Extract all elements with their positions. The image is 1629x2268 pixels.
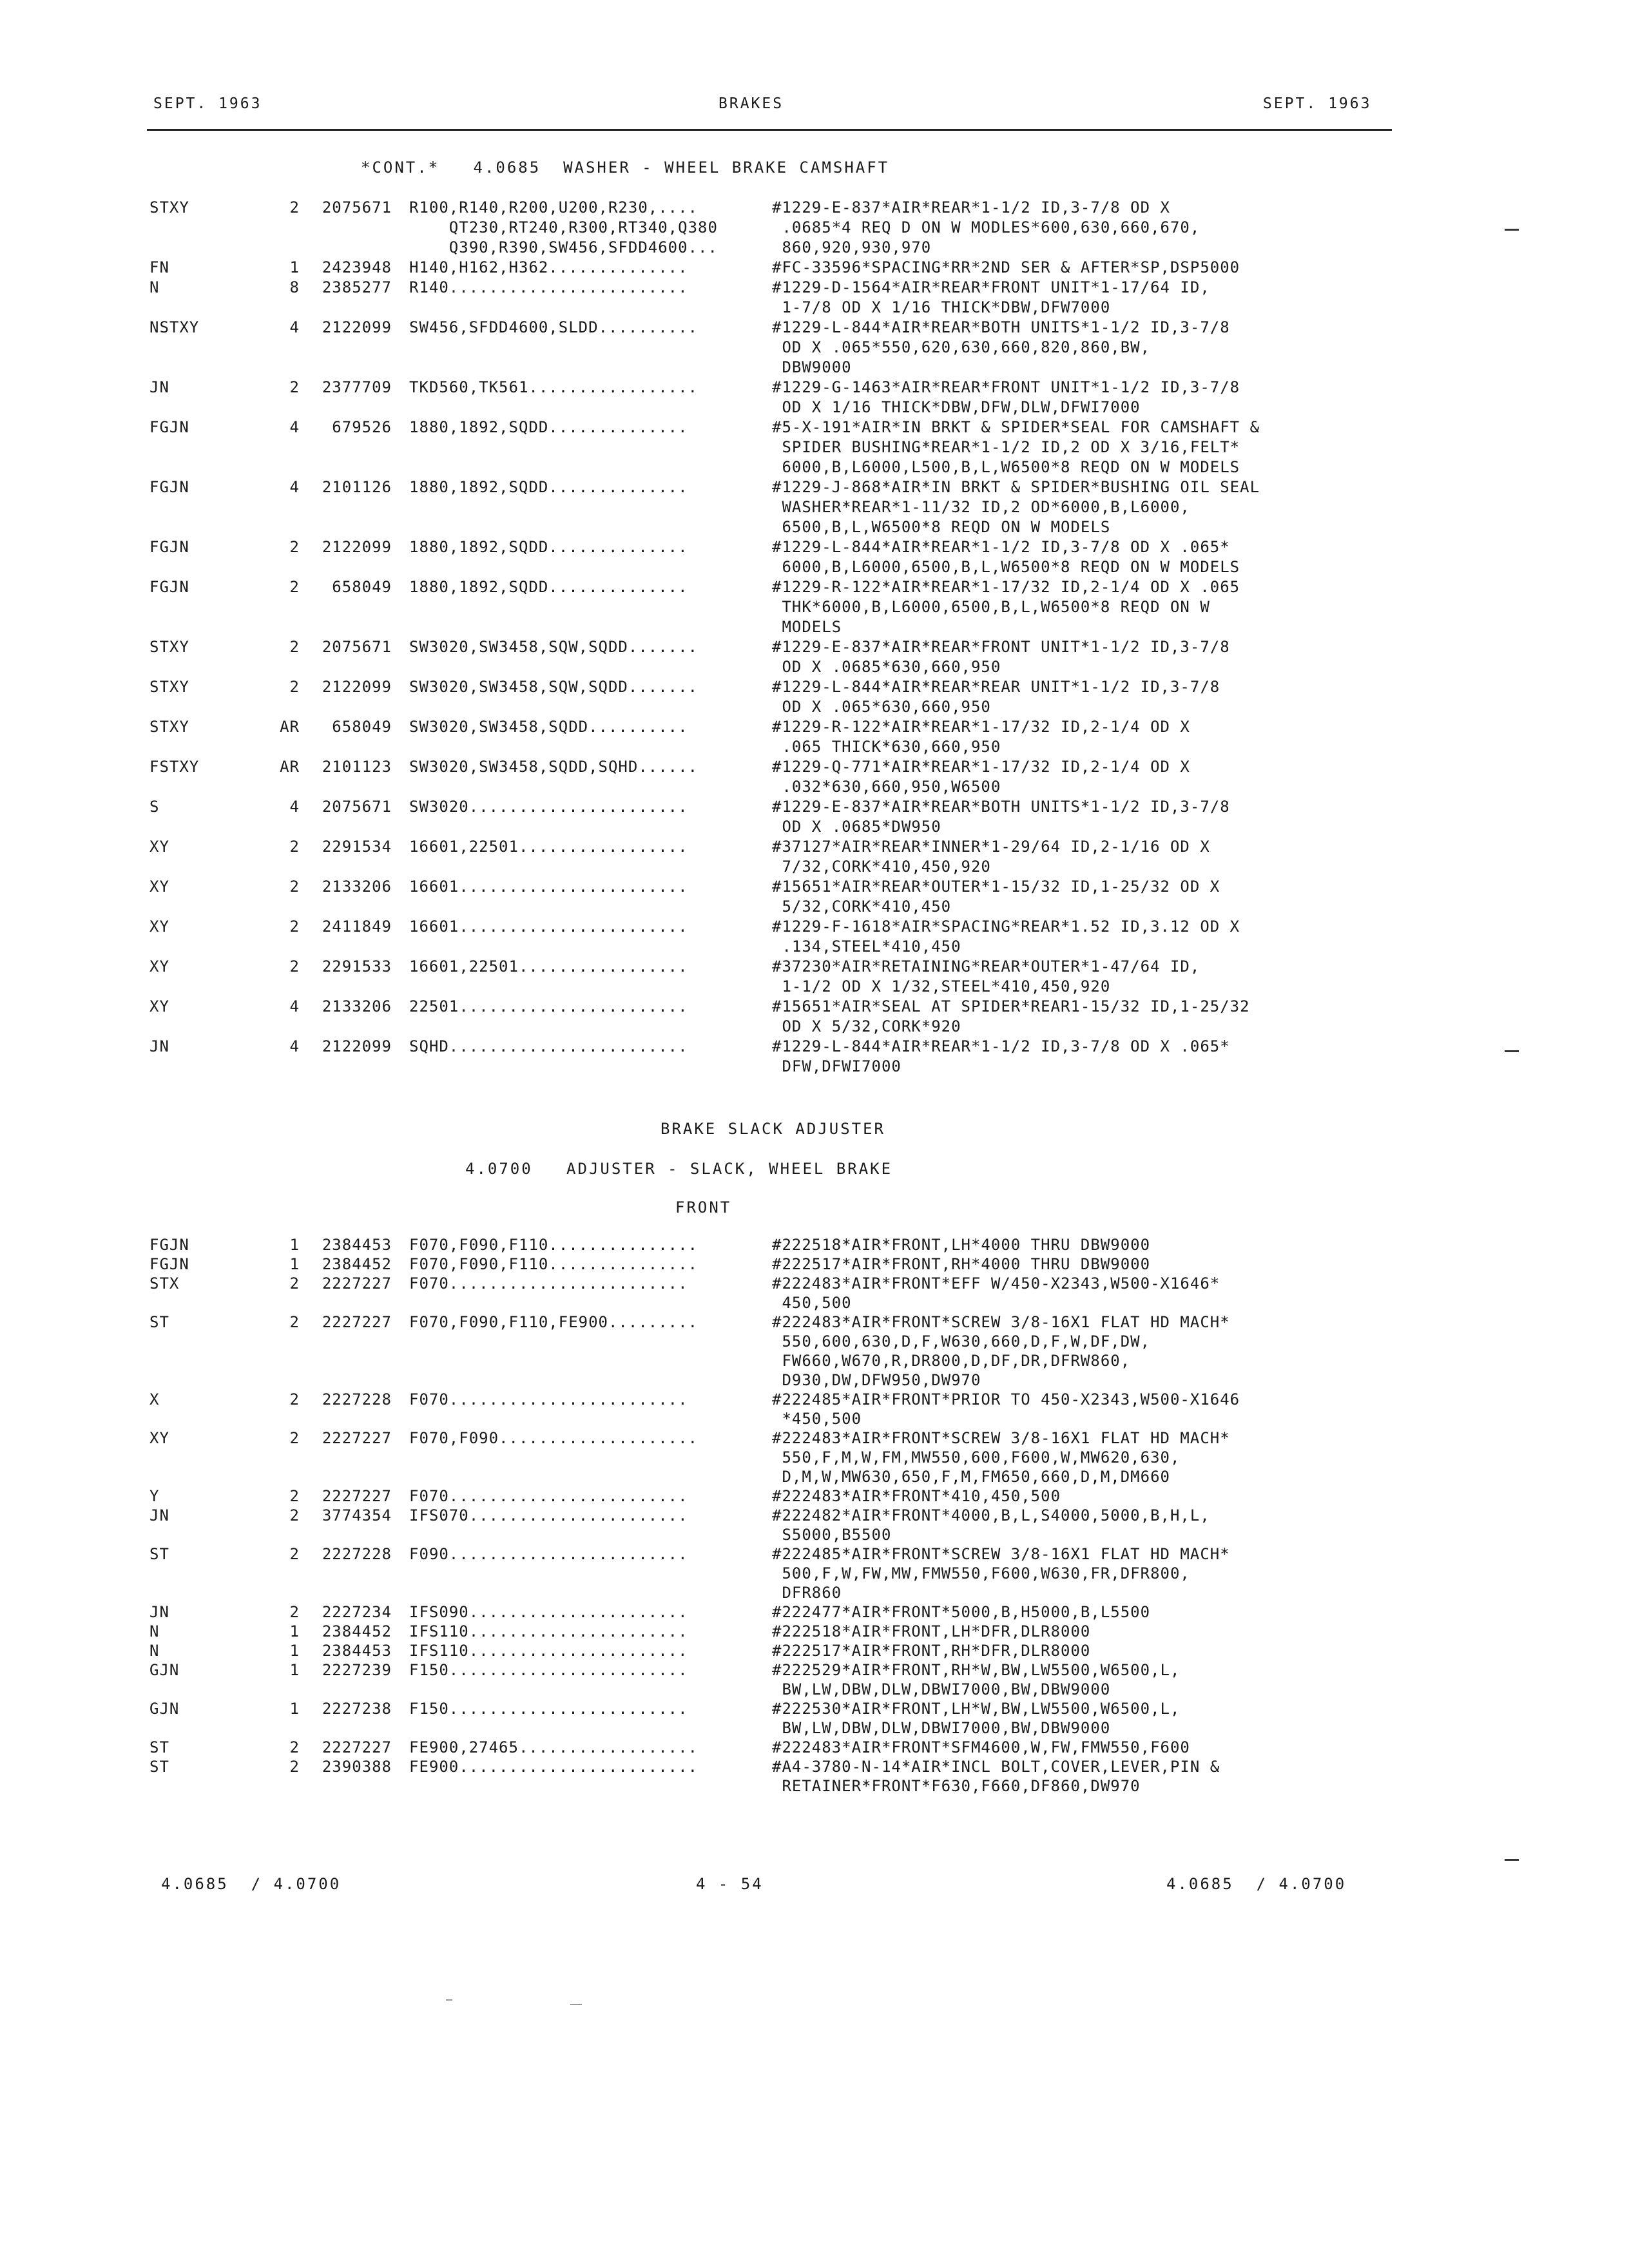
item-code: X <box>149 1390 160 1408</box>
item-description: THK*6000,B,L6000,6500,B,L,W6500*8 REQD ON W <box>772 598 1210 616</box>
item-part-number: 2411849 <box>322 918 392 936</box>
item-description: #222529*AIR*FRONT,RH*W,BW,LW5500,W6500,L, <box>772 1661 1181 1679</box>
item-part-number: 2133206 <box>322 878 392 896</box>
item-quantity: 2 <box>289 1506 300 1524</box>
item-description: #15651*AIR*SEAL AT SPIDER*REAR1-15/32 ID,1-25/32 <box>772 997 1250 1015</box>
section-title-slack-adjuster: BRAKE SLACK ADJUSTER <box>660 1120 885 1138</box>
item-quantity: 1 <box>289 1642 300 1660</box>
item-code: FGJN <box>149 478 189 496</box>
item-quantity: 2 <box>289 1545 300 1563</box>
item-description: #222482*AIR*FRONT*4000,B,L,S4000,5000,B,H,L, <box>772 1506 1210 1524</box>
item-code: Y <box>149 1487 160 1505</box>
item-part-number: 2122099 <box>322 1037 392 1055</box>
item-models: Q390,R390,SW456,SFDD4600... <box>409 238 718 256</box>
item-quantity: 4 <box>289 418 300 436</box>
section-title-front: FRONT <box>675 1198 732 1216</box>
item-models: F070........................ <box>409 1390 688 1408</box>
item-part-number: 2384452 <box>322 1255 392 1273</box>
item-quantity: 2 <box>289 538 300 556</box>
item-code: FGJN <box>149 418 189 436</box>
item-description: 6000,B,L6000,L500,B,L,W6500*8 REQD ON W MODELS <box>772 458 1240 476</box>
item-description: .032*630,660,950,W6500 <box>772 778 1001 796</box>
margin-mark <box>1505 1050 1519 1052</box>
item-part-number: 2075671 <box>322 798 392 816</box>
item-models: H140,H162,H362.............. <box>409 258 688 276</box>
footer-section-left: 4.0685 / 4.0700 <box>161 1875 342 1893</box>
item-part-number: 2227228 <box>322 1545 392 1563</box>
item-quantity: AR <box>280 758 300 776</box>
item-description: RETAINER*FRONT*F630,F660,DF860,DW970 <box>772 1777 1141 1795</box>
item-description: 7/32,CORK*410,450,920 <box>772 858 991 876</box>
item-models: SQHD........................ <box>409 1037 688 1055</box>
item-code: JN <box>149 1603 169 1621</box>
section-title-adjuster: 4.0700 ADJUSTER - SLACK, WHEEL BRAKE <box>465 1160 893 1178</box>
item-quantity: 2 <box>289 638 300 656</box>
header-rule <box>147 129 1392 131</box>
item-models: 16601....................... <box>409 918 688 936</box>
item-description: 450,500 <box>772 1294 852 1312</box>
item-part-number: 2377709 <box>322 378 392 396</box>
item-models: F150........................ <box>409 1700 688 1718</box>
scan-speck <box>570 2004 582 2005</box>
item-part-number: 2227238 <box>322 1700 392 1718</box>
item-description: #1229-L-844*AIR*REAR*BOTH UNITS*1-1/2 ID,3-7/8 <box>772 318 1230 336</box>
item-quantity: 2 <box>289 198 300 216</box>
margin-mark <box>1505 229 1519 231</box>
item-part-number: 3774354 <box>322 1506 392 1524</box>
item-code: FGJN <box>149 1255 189 1273</box>
item-description: #222518*AIR*FRONT,LH*4000 THRU DBW9000 <box>772 1236 1151 1254</box>
footer-page-number: 4 - 54 <box>696 1875 764 1893</box>
item-code: JN <box>149 1037 169 1055</box>
item-models: F070,F090,F110,FE900......... <box>409 1313 699 1331</box>
item-quantity: 1 <box>289 258 300 276</box>
item-part-number: 658049 <box>332 578 392 596</box>
item-quantity: 2 <box>289 1313 300 1331</box>
item-description: OD X .065*550,620,630,660,820,860,BW, <box>772 338 1151 356</box>
item-part-number: 2101123 <box>322 758 392 776</box>
item-quantity: 4 <box>289 997 300 1015</box>
item-quantity: 2 <box>289 378 300 396</box>
item-description: 6500,B,L,W6500*8 REQD ON W MODELS <box>772 518 1111 536</box>
item-part-number: 679526 <box>332 418 392 436</box>
item-quantity: 2 <box>289 1603 300 1621</box>
item-code: N <box>149 278 160 296</box>
item-code: ST <box>149 1313 169 1331</box>
item-part-number: 2385277 <box>322 278 392 296</box>
item-description: #222477*AIR*FRONT*5000,B,H5000,B,L5500 <box>772 1603 1151 1621</box>
item-description: #222517*AIR*FRONT,RH*4000 THRU DBW9000 <box>772 1255 1151 1273</box>
item-part-number: 658049 <box>332 718 392 736</box>
item-models: IFS110...................... <box>409 1622 688 1640</box>
item-models: SW456,SFDD4600,SLDD.......... <box>409 318 699 336</box>
item-code: GJN <box>149 1661 180 1679</box>
item-part-number: 2227227 <box>322 1274 392 1293</box>
item-description: BW,LW,DBW,DLW,DBWI7000,BW,DBW9000 <box>772 1719 1111 1737</box>
item-models: 1880,1892,SQDD.............. <box>409 478 688 496</box>
item-models: F070........................ <box>409 1274 688 1293</box>
item-part-number: 2291534 <box>322 838 392 856</box>
item-quantity: 1 <box>289 1255 300 1273</box>
item-part-number: 2390388 <box>322 1758 392 1776</box>
footer-section-right: 4.0685 / 4.0700 <box>1166 1875 1347 1893</box>
item-code: FSTXY <box>149 758 200 776</box>
item-description: DFW,DFWI7000 <box>772 1057 901 1075</box>
item-models: QT230,RT240,R300,RT340,Q380 <box>409 218 718 236</box>
item-code: NSTXY <box>149 318 200 336</box>
item-quantity: 1 <box>289 1236 300 1254</box>
section-title-washer: *CONT.* 4.0685 WASHER - WHEEL BRAKE CAMSHAFT <box>361 159 890 177</box>
item-models: R100,R140,R200,U200,R230,.... <box>409 198 699 216</box>
item-part-number: 2227227 <box>322 1738 392 1756</box>
item-description: #222483*AIR*FRONT*SCREW 3/8-16X1 FLAT HD MACH* <box>772 1429 1230 1447</box>
item-part-number: 2227227 <box>322 1313 392 1331</box>
item-description: #222517*AIR*FRONT,RH*DFR,DLR8000 <box>772 1642 1091 1660</box>
header-date-right: SEPT. 1963 <box>1263 95 1372 112</box>
item-code: ST <box>149 1758 169 1776</box>
item-code: JN <box>149 1506 169 1524</box>
item-models: F070........................ <box>409 1487 688 1505</box>
item-quantity: 2 <box>289 957 300 975</box>
item-description: .0685*4 REQ D ON W MODLES*600,630,660,670, <box>772 218 1200 236</box>
item-description: 550,F,M,W,FM,MW550,600,F600,W,MW620,630, <box>772 1448 1181 1466</box>
item-description: MODELS <box>772 618 842 636</box>
item-models: FE900,27465.................. <box>409 1738 699 1756</box>
item-quantity: 2 <box>289 1274 300 1293</box>
item-part-number: 2384452 <box>322 1622 392 1640</box>
item-code: XY <box>149 997 169 1015</box>
item-part-number: 2227239 <box>322 1661 392 1679</box>
item-code: N <box>149 1622 160 1640</box>
item-quantity: 1 <box>289 1661 300 1679</box>
item-quantity: 4 <box>289 478 300 496</box>
item-description: #1229-J-868*AIR*IN BRKT & SPIDER*BUSHING OIL SEAL <box>772 478 1260 496</box>
item-models: F090........................ <box>409 1545 688 1563</box>
item-part-number: 2227228 <box>322 1390 392 1408</box>
item-part-number: 2075671 <box>322 638 392 656</box>
item-models: 16601,22501................. <box>409 838 688 856</box>
item-quantity: 4 <box>289 318 300 336</box>
item-part-number: 2227234 <box>322 1603 392 1621</box>
item-description: #FC-33596*SPACING*RR*2ND SER & AFTER*SP,DSP5000 <box>772 258 1240 276</box>
item-part-number: 2101126 <box>322 478 392 496</box>
item-description: #222518*AIR*FRONT,LH*DFR,DLR8000 <box>772 1622 1091 1640</box>
item-code: N <box>149 1642 160 1660</box>
item-code: STX <box>149 1274 180 1293</box>
item-description: D930,DW,DFW950,DW970 <box>772 1371 981 1389</box>
item-quantity: 4 <box>289 1037 300 1055</box>
item-models: 1880,1892,SQDD.............. <box>409 538 688 556</box>
item-models: IFS070...................... <box>409 1506 688 1524</box>
item-description: OD X 5/32,CORK*920 <box>772 1017 961 1035</box>
item-description: 1-7/8 OD X 1/16 THICK*DBW,DFW7000 <box>772 298 1111 316</box>
item-code: XY <box>149 957 169 975</box>
item-quantity: 2 <box>289 1487 300 1505</box>
item-description: #1229-R-122*AIR*REAR*1-17/32 ID,2-1/4 OD X .065 <box>772 578 1240 596</box>
item-description: #222530*AIR*FRONT,LH*W,BW,LW5500,W6500,L, <box>772 1700 1181 1718</box>
item-quantity: 2 <box>289 1758 300 1776</box>
item-description: 500,F,W,FW,MW,FMW550,F600,W630,FR,DFR800, <box>772 1564 1190 1582</box>
item-description: D,M,W,MW630,650,F,M,FM650,660,D,M,DM660 <box>772 1468 1170 1486</box>
item-code: XY <box>149 878 169 896</box>
item-part-number: 2384453 <box>322 1642 392 1660</box>
item-description: #222483*AIR*FRONT*EFF W/450-X2343,W500-X1646* <box>772 1274 1220 1293</box>
item-part-number: 2227227 <box>322 1487 392 1505</box>
item-description: DFR860 <box>772 1584 842 1602</box>
item-quantity: 2 <box>289 578 300 596</box>
item-code: XY <box>149 838 169 856</box>
item-description: *450,500 <box>772 1410 862 1428</box>
item-description: #222485*AIR*FRONT*SCREW 3/8-16X1 FLAT HD MACH* <box>772 1545 1230 1563</box>
item-models: F070,F090,F110............... <box>409 1255 699 1273</box>
item-description: #222483*AIR*FRONT*SCREW 3/8-16X1 FLAT HD MACH* <box>772 1313 1230 1331</box>
item-code: FGJN <box>149 1236 189 1254</box>
item-models: SW3020,SW3458,SQDD.......... <box>409 718 688 736</box>
item-description: .134,STEEL*410,450 <box>772 937 961 956</box>
item-models: 16601....................... <box>409 878 688 896</box>
item-models: SW3020,SW3458,SQDD,SQHD...... <box>409 758 699 776</box>
item-code: FGJN <box>149 578 189 596</box>
item-models: 16601,22501................. <box>409 957 688 975</box>
item-code: ST <box>149 1545 169 1563</box>
item-description: #15651*AIR*REAR*OUTER*1-15/32 ID,1-25/32 OD X <box>772 878 1220 896</box>
header-date-left: SEPT. 1963 <box>153 95 262 112</box>
item-models: 22501....................... <box>409 997 688 1015</box>
item-code: FGJN <box>149 538 189 556</box>
item-quantity: 4 <box>289 798 300 816</box>
item-models: SW3020,SW3458,SQW,SQDD....... <box>409 638 699 656</box>
item-description: #A4-3780-N-14*AIR*INCL BOLT,COVER,LEVER,PIN & <box>772 1758 1220 1776</box>
item-models: R140........................ <box>409 278 688 296</box>
item-description: #1229-L-844*AIR*REAR*1-1/2 ID,3-7/8 OD X .065* <box>772 538 1230 556</box>
item-description: OD X .0685*DW950 <box>772 818 941 836</box>
item-description: #37230*AIR*RETAINING*REAR*OUTER*1-47/64 ID, <box>772 957 1200 975</box>
item-models: 1880,1892,SQDD.............. <box>409 418 688 436</box>
item-description: #1229-E-837*AIR*REAR*FRONT UNIT*1-1/2 ID,3-7/8 <box>772 638 1230 656</box>
item-code: XY <box>149 918 169 936</box>
item-description: OD X .065*630,660,950 <box>772 698 991 716</box>
item-description: #37127*AIR*REAR*INNER*1-29/64 ID,2-1/16 OD X <box>772 838 1210 856</box>
item-code: STXY <box>149 638 189 656</box>
item-description: S5000,B5500 <box>772 1526 892 1544</box>
item-description: DBW9000 <box>772 358 852 376</box>
item-part-number: 2133206 <box>322 997 392 1015</box>
item-part-number: 2384453 <box>322 1236 392 1254</box>
item-description: 550,600,630,D,F,W630,660,D,F,W,DF,DW, <box>772 1332 1151 1350</box>
item-models: F070,F090,F110............... <box>409 1236 699 1254</box>
item-quantity: 2 <box>289 838 300 856</box>
item-models: F070,F090.................... <box>409 1429 699 1447</box>
item-models: SW3020,SW3458,SQW,SQDD....... <box>409 678 699 696</box>
item-part-number: 2122099 <box>322 678 392 696</box>
item-quantity: 2 <box>289 918 300 936</box>
item-description: FW660,W670,R,DR800,D,DF,DR,DFRW860, <box>772 1352 1131 1370</box>
item-code: JN <box>149 378 169 396</box>
item-models: IFS110...................... <box>409 1642 688 1660</box>
item-code: FN <box>149 258 169 276</box>
item-part-number: 2122099 <box>322 538 392 556</box>
item-quantity: AR <box>280 718 300 736</box>
item-description: #1229-E-837*AIR*REAR*1-1/2 ID,3-7/8 OD X <box>772 198 1170 216</box>
item-description: #1229-G-1463*AIR*REAR*FRONT UNIT*1-1/2 ID,3-7/8 <box>772 378 1240 396</box>
margin-mark <box>1505 1859 1519 1861</box>
item-description: 860,920,930,970 <box>772 238 932 256</box>
scan-speck <box>446 1999 452 2001</box>
item-description: #1229-E-837*AIR*REAR*BOTH UNITS*1-1/2 ID,3-7/8 <box>772 798 1230 816</box>
item-description: 1-1/2 OD X 1/32,STEEL*410,450,920 <box>772 977 1111 995</box>
item-models: SW3020...................... <box>409 798 688 816</box>
item-models: F150........................ <box>409 1661 688 1679</box>
item-code: STXY <box>149 678 189 696</box>
item-quantity: 2 <box>289 878 300 896</box>
item-description: #222483*AIR*FRONT*410,450,500 <box>772 1487 1061 1505</box>
item-quantity: 2 <box>289 1390 300 1408</box>
item-description: #222485*AIR*FRONT*PRIOR TO 450-X2343,W500-X1646 <box>772 1390 1240 1408</box>
item-models: FE900........................ <box>409 1758 699 1776</box>
item-description: 5/32,CORK*410,450 <box>772 898 952 916</box>
item-code: XY <box>149 1429 169 1447</box>
item-code: STXY <box>149 718 189 736</box>
item-code: ST <box>149 1738 169 1756</box>
item-description: 6000,B,L6000,6500,B,L,W6500*8 REQD ON W MODELS <box>772 558 1240 576</box>
item-description: #1229-F-1618*AIR*SPACING*REAR*1.52 ID,3.12 OD X <box>772 918 1240 936</box>
item-description: BW,LW,DBW,DLW,DBWI7000,BW,DBW9000 <box>772 1680 1111 1698</box>
item-description: WASHER*REAR*1-11/32 ID,2 OD*6000,B,L6000, <box>772 498 1190 516</box>
item-part-number: 2423948 <box>322 258 392 276</box>
header-title: BRAKES <box>718 95 784 112</box>
item-description: #1229-D-1564*AIR*REAR*FRONT UNIT*1-17/64 ID, <box>772 278 1210 296</box>
item-code: STXY <box>149 198 189 216</box>
item-quantity: 2 <box>289 1429 300 1447</box>
item-quantity: 2 <box>289 1738 300 1756</box>
item-description: #222483*AIR*FRONT*SFM4600,W,FW,FMW550,F600 <box>772 1738 1190 1756</box>
item-description: OD X 1/16 THICK*DBW,DFW,DLW,DFWI7000 <box>772 398 1141 416</box>
item-description: #5-X-191*AIR*IN BRKT & SPIDER*SEAL FOR CAMSHAFT & <box>772 418 1260 436</box>
item-part-number: 2227227 <box>322 1429 392 1447</box>
item-models: IFS090...................... <box>409 1603 688 1621</box>
item-code: GJN <box>149 1700 180 1718</box>
item-models: 1880,1892,SQDD.............. <box>409 578 688 596</box>
item-models: TKD560,TK561................. <box>409 378 699 396</box>
item-description: #1229-L-844*AIR*REAR*1-1/2 ID,3-7/8 OD X .065* <box>772 1037 1230 1055</box>
item-part-number: 2122099 <box>322 318 392 336</box>
item-part-number: 2291533 <box>322 957 392 975</box>
item-part-number: 2075671 <box>322 198 392 216</box>
item-description: SPIDER BUSHING*REAR*1-1/2 ID,2 OD X 3/16,FELT* <box>772 438 1240 456</box>
item-code: S <box>149 798 160 816</box>
item-quantity: 1 <box>289 1700 300 1718</box>
item-description: #1229-R-122*AIR*REAR*1-17/32 ID,2-1/4 OD X <box>772 718 1190 736</box>
item-description: OD X .0685*630,660,950 <box>772 658 1001 676</box>
item-quantity: 2 <box>289 678 300 696</box>
item-description: #1229-L-844*AIR*REAR*REAR UNIT*1-1/2 ID,3-7/8 <box>772 678 1220 696</box>
item-description: .065 THICK*630,660,950 <box>772 738 1001 756</box>
item-description: #1229-Q-771*AIR*REAR*1-17/32 ID,2-1/4 OD X <box>772 758 1190 776</box>
item-quantity: 8 <box>289 278 300 296</box>
item-quantity: 1 <box>289 1622 300 1640</box>
